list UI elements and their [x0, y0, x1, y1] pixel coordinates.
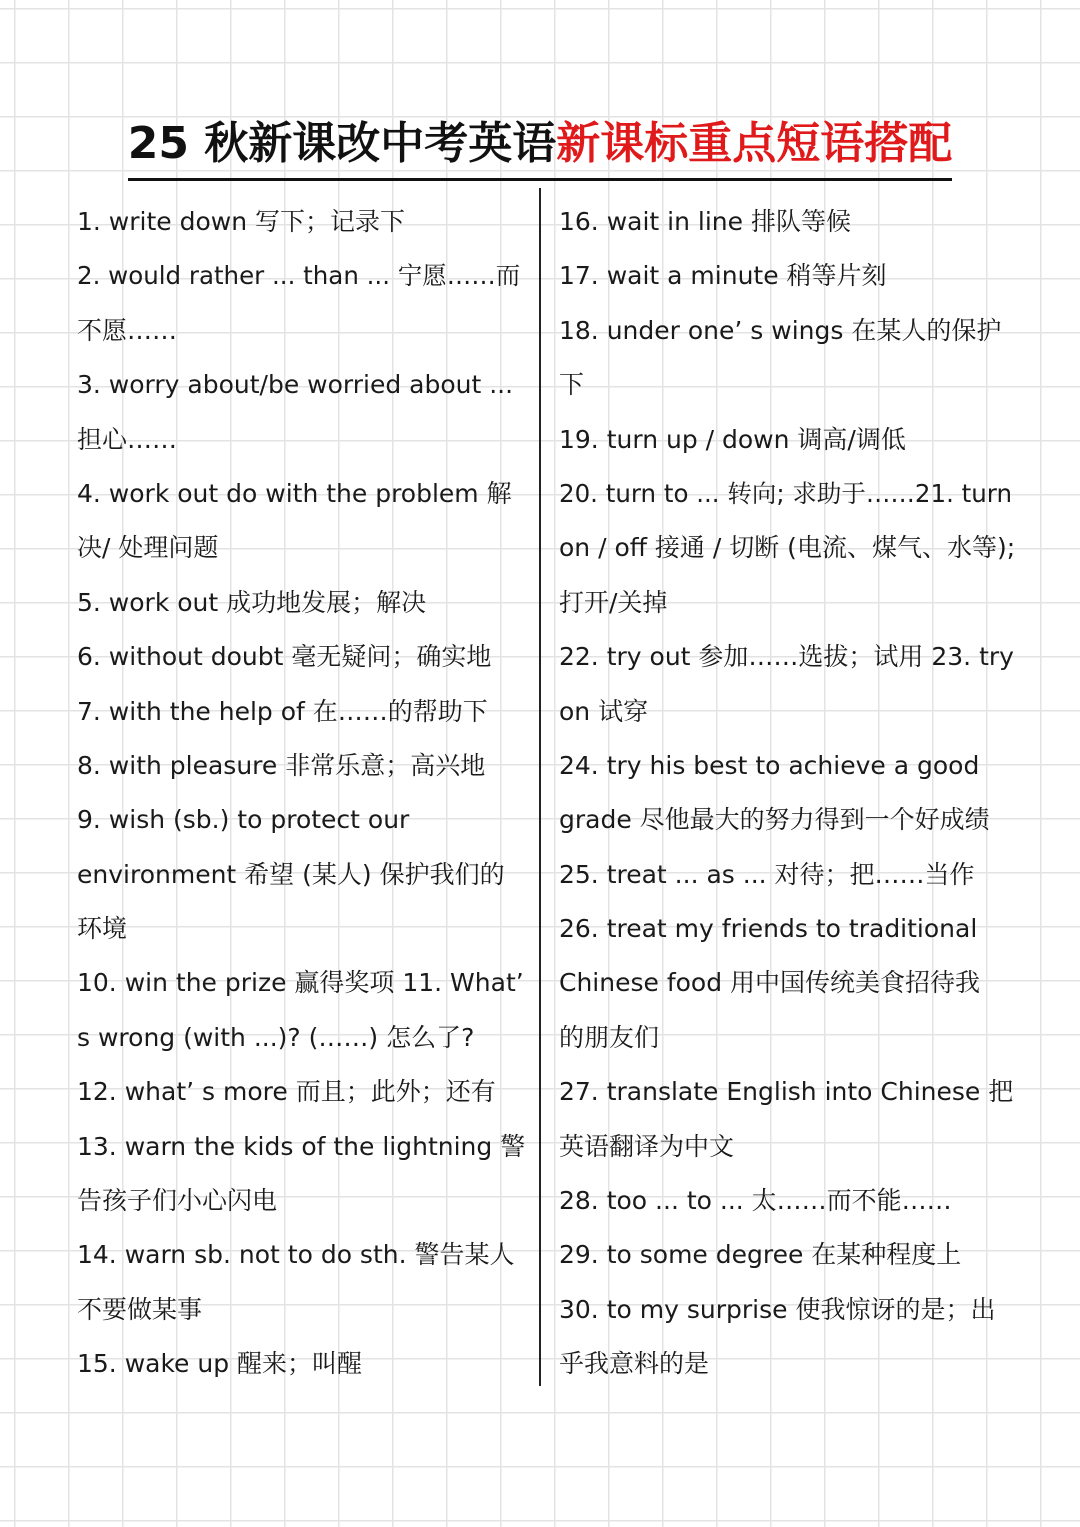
phrase-line: 25. treat ... as ... 对待；把……当作: [559, 859, 975, 889]
phrase-line: 乎我意料的是: [559, 1349, 710, 1379]
phrase-line: 7. with the help of 在……的帮助下: [77, 696, 488, 726]
phrase-line: 2. would rather ... than ... 宁愿……而: [77, 261, 521, 291]
column-divider: [539, 188, 541, 1386]
phrase-line: 6. without doubt 毫无疑问；确实地: [77, 642, 492, 672]
phrase-line: 9. wish (sb.) to protect our: [77, 805, 410, 835]
phrase-line: 5. work out 成功地发展；解决: [77, 587, 427, 617]
phrase-line: 13. warn the kids of the lightning 警: [77, 1131, 526, 1161]
phrase-line: Chinese food 用中国传统美食招待我: [559, 968, 981, 998]
phrase-line: 10. win the prize 赢得奖项 11. What’: [77, 968, 524, 998]
phrase-line: 3. worry about/be worried about ...: [77, 370, 514, 400]
phrase-line: 27. translate English into Chinese 把: [559, 1077, 1014, 1107]
phrase-line: 不要做某事: [77, 1294, 203, 1324]
phrase-line: 24. try his best to achieve a good: [559, 750, 980, 780]
phrase-line: 30. to my surprise 使我惊讶的是；出: [559, 1294, 996, 1324]
page-title: [128, 112, 953, 181]
phrase-line: 8. with pleasure 非常乐意；高兴地: [77, 750, 486, 780]
phrase-line: 20. turn to ... 转向; 求助于……21. turn: [559, 478, 1012, 508]
phrase-line: on 试穿: [559, 696, 649, 726]
left-column: [77, 195, 527, 1392]
phrase-line: 打开/关掉: [559, 587, 668, 617]
phrase-line: grade 尽他最大的努力得到一个好成绩: [559, 805, 990, 835]
phrase-line: 16. wait in line 排队等候: [559, 207, 851, 236]
phrase-line: 12. what’ s more 而且；此外；还有: [77, 1077, 496, 1107]
phrase-line: 18. under one’ s wings 在某人的保护: [559, 315, 1002, 345]
phrase-line: 14. warn sb. not to do sth. 警告某人: [77, 1240, 515, 1270]
phrase-line: 17. wait a minute 稍等片刻: [559, 261, 887, 291]
phrase-line: 26. treat my friends to traditional: [559, 914, 978, 944]
title-black-part: 25 秋新课改中考英语: [127, 118, 557, 169]
phrase-line: 环境: [77, 914, 128, 944]
phrase-line: on / off 接通 / 切断 (电流、煤气、水等);: [559, 533, 1016, 563]
phrase-line: 15. wake up 醒来；叫醒: [77, 1349, 363, 1379]
phrase-line: 担心……: [77, 424, 178, 454]
phrase-line: 的朋友们: [559, 1022, 660, 1052]
title-red-part: 新课标重点短语搭配: [556, 118, 953, 169]
phrase-line: 下: [559, 370, 585, 400]
phrase-line: 英语翻译为中文: [559, 1131, 735, 1161]
phrase-line: 28. too ... to ... 太……而不能……: [559, 1186, 952, 1216]
phrase-line: 不愿……: [77, 315, 178, 345]
phrase-line: 19. turn up / down 调高/调低: [559, 424, 906, 454]
phrase-line: s wrong (with ...)? (……) 怎么了?: [77, 1022, 475, 1052]
right-column: [559, 195, 1019, 1392]
phrase-line: 4. work out do with the problem 解: [77, 478, 512, 508]
phrase-line: 22. try out 参加……选拔；试用 23. try: [559, 642, 1014, 672]
phrase-line: 告孩子们小心闪电: [77, 1186, 278, 1216]
phrase-line: 1. write down 写下；记录下: [77, 207, 406, 236]
phrase-line: 29. to some degree 在某种程度上: [559, 1240, 962, 1270]
title-area: [0, 112, 1080, 181]
phrase-line: 决/ 处理问题: [77, 533, 219, 563]
phrase-line: environment 希望 (某人) 保护我们的: [77, 859, 505, 889]
